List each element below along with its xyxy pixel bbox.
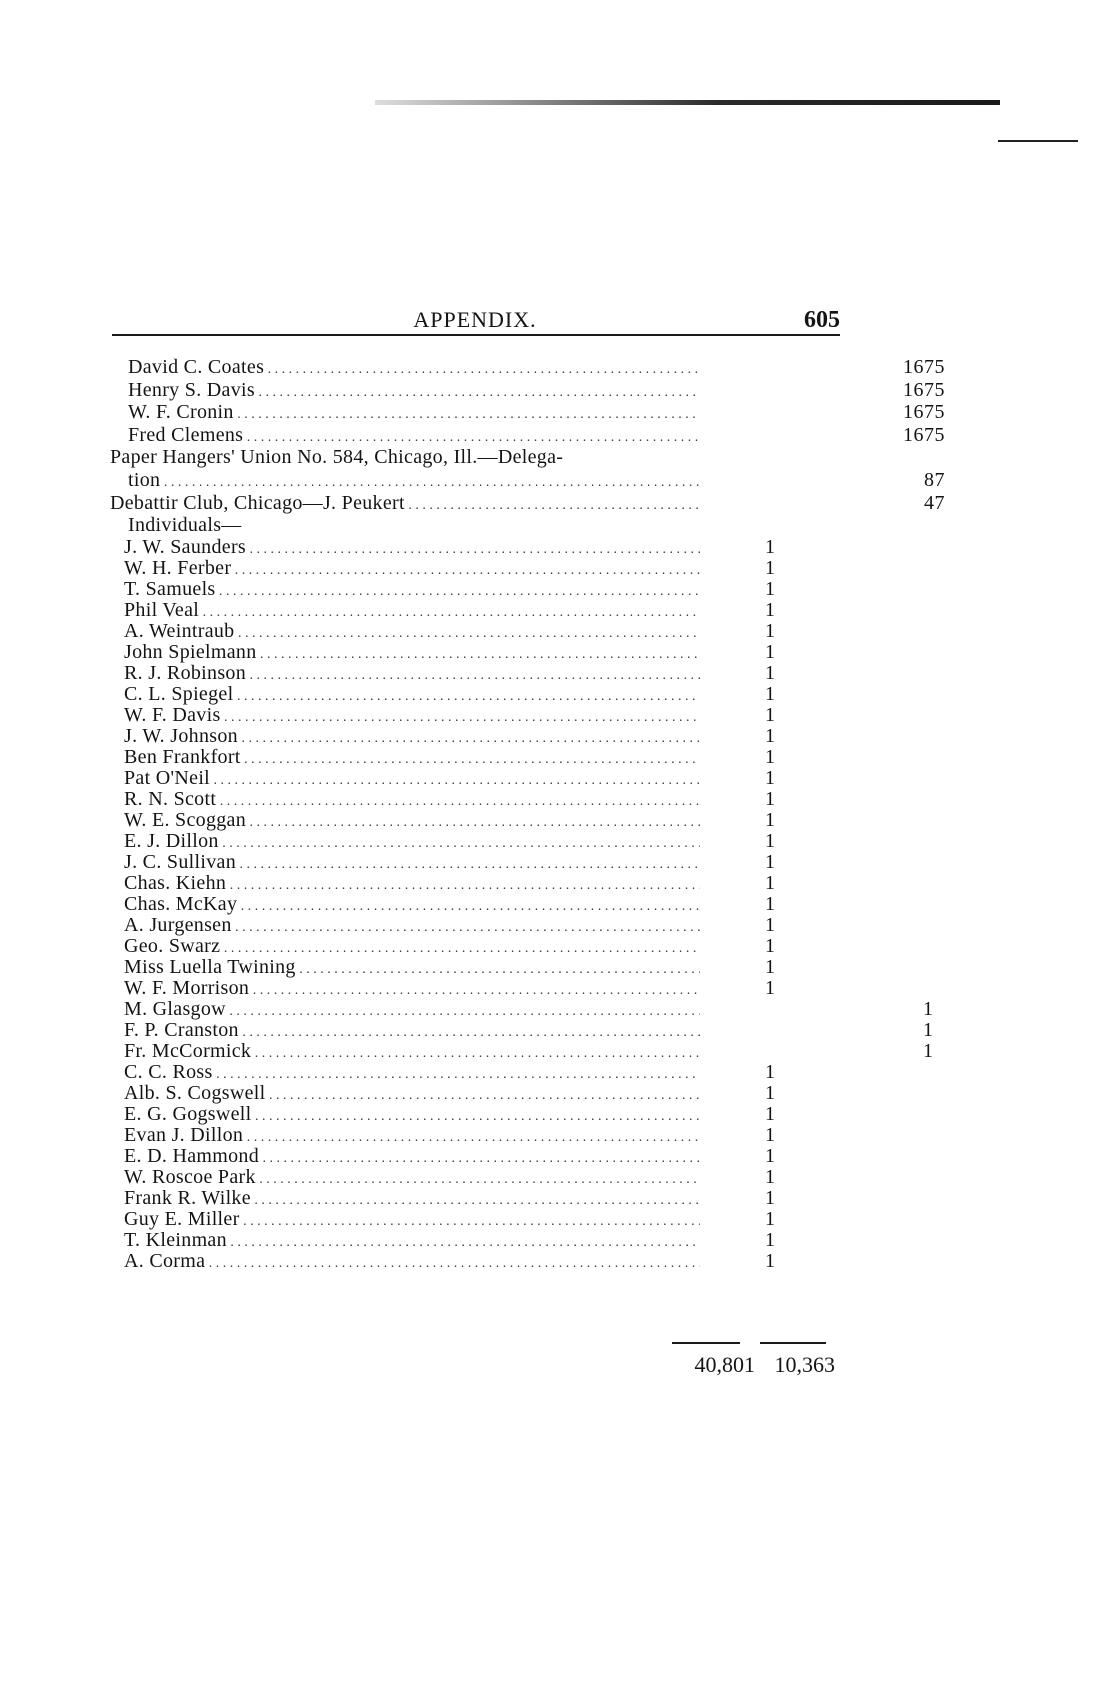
entry-col1-value: 1 [765,787,775,810]
list-item [110,491,945,515]
list-item [110,401,945,424]
entry-label: Alb. S. Cogswell [124,1082,266,1104]
list-item [110,378,945,402]
entry-label: E. G. Gogswell [124,1103,252,1125]
entry-col1-value: 1 [765,1123,775,1146]
list-item [110,537,870,558]
entry-col2-value: 47 [924,491,945,514]
entry-label: J. W. Saunders [124,536,246,558]
list-item [110,747,870,768]
entry-label: Evan J. Dillon [124,1124,244,1146]
entry-label: Guy E. Miller [124,1208,240,1230]
total-rule-col2 [760,1342,826,1344]
entry-col1-value: 1 [765,955,775,978]
entry-col1-value: 1 [765,724,775,747]
list-item [110,684,870,705]
entry-label-wrap [124,726,700,747]
list-item [110,768,870,789]
entry-label: A. Jurgensen [124,914,232,936]
list-item [110,1083,870,1104]
entry-label: Phil Veal [124,599,200,621]
running-head [110,305,840,337]
list-item [110,789,870,810]
entry-label: Pat O'Neil [124,767,211,789]
entry-label-wrap [124,579,700,600]
entry-label-wrap [110,492,700,515]
entry-label: R. J. Robinson [124,662,247,684]
entry-label: A. Weintraub [124,620,235,642]
entry-col1-value: 1 [765,703,775,726]
entry-col1-value: 1 [765,850,775,873]
list-item [110,1039,933,1062]
list-item [110,558,870,579]
entry-label-wrap [124,1209,700,1230]
list-item [110,468,945,492]
list-item [110,446,870,469]
entry-label-wrap [124,1020,700,1041]
list-item [110,810,870,831]
entry-col1-value: 1 [765,1102,775,1125]
entry-label: David C. Coates [128,356,265,378]
entry-label: E. D. Hammond [124,1145,259,1167]
list-item [110,579,870,600]
entry-label: J. W. Johnson [124,725,238,747]
entry-label-wrap [124,1041,700,1062]
entry-label: M. Glasgow [124,998,226,1020]
entry-label-wrap [124,852,700,873]
entry-label-wrap [124,894,700,915]
list-item [110,831,870,852]
entry-col1-value: 1 [765,871,775,894]
page-number: 605 [804,307,840,333]
entry-col1-value: 1 [765,745,775,768]
page-title: APPENDIX. [413,307,537,332]
scan-artifact-rule [375,100,1000,105]
total-col2: 10,363 [774,1352,835,1377]
entry-label-wrap [124,558,700,579]
total-col1: 40,801 [694,1352,755,1377]
entry-col1-value: 1 [765,976,775,999]
list-item [110,936,870,957]
entry-label-wrap [124,1251,700,1272]
list-item [110,726,870,747]
list-item [110,1104,870,1125]
entry-label: Frank R. Wilke [124,1187,251,1209]
entry-label-wrap [124,1062,700,1083]
entry-label: W. E. Scoggan [124,809,247,831]
list-item [110,1209,870,1230]
entry-label: C. C. Ross [124,1061,213,1083]
entry-label-wrap [124,1104,700,1125]
entry-label: F. P. Cranston [124,1019,239,1041]
entry-label: W. F. Cronin [128,401,234,424]
list-item [110,1146,870,1167]
entry-label-wrap [128,469,700,492]
entry-col1-value: 1 [765,661,775,684]
entry-col1-value: 1 [765,577,775,600]
entry-label: R. N. Scott [124,788,217,810]
entry-col1-value: 1 [765,1207,775,1230]
entry-label-wrap [128,424,700,447]
entry-label: Fr. McCormick [124,1040,252,1062]
entry-label: J. C. Sullivan [124,851,236,873]
entry-label: C. L. Spiegel [124,683,234,705]
entry-col1-value: 1 [765,1060,775,1083]
entry-label: Chas. McKay [124,893,238,915]
entry-label: A. Corma [124,1250,206,1272]
entry-label: T. Samuels [124,578,216,600]
entry-label-wrap [124,705,700,726]
entry-col1-value: 1 [765,913,775,936]
entry-label: Paper Hangers' Union No. 584, Chicago, Ill.—Delega- [110,446,564,469]
entry-col1-value: 1 [765,682,775,705]
entry-label-wrap [124,789,700,810]
entry-col1-value: 1 [765,1228,775,1251]
entry-col1-value: 1 [765,619,775,642]
entry-col2-value: 1 [923,1039,933,1062]
entry-label-wrap [110,446,700,469]
list-item [110,852,870,873]
entry-label-wrap [124,957,700,978]
entry-label: W. H. Ferber [124,557,232,579]
list-item [110,600,870,621]
entry-label: Individuals— [128,514,242,537]
entry-col2-value: 1 [923,1018,933,1041]
entry-col2-value: 1675 [903,401,945,424]
entry-col1-value: 1 [765,1165,775,1188]
entry-label: John Spielmann [124,641,257,663]
entry-label-wrap [124,663,700,684]
entry-col2-value: 1675 [903,423,945,446]
entry-col1-value: 1 [765,535,775,558]
list-item [110,957,870,978]
entry-label-wrap [124,1188,700,1209]
entry-label-wrap [124,747,700,768]
list-item [110,1230,870,1251]
entry-col2-value: 87 [924,468,945,491]
list-item [110,873,870,894]
list-item [110,1018,933,1041]
entry-label: E. J. Dillon [124,830,219,852]
entry-label: T. Kleinman [124,1229,227,1251]
entry-label-wrap [124,642,700,663]
list-item [110,356,945,379]
list-item [110,915,870,936]
list-item [110,663,870,684]
list-item [110,894,870,915]
entry-col1-value: 1 [765,1144,775,1167]
entry-label: Ben Frankfort [124,746,241,768]
list-item [110,514,870,537]
entry-label-wrap [124,537,700,558]
entry-label-wrap [124,978,700,999]
entry-label-wrap [128,401,700,424]
list-item [110,621,870,642]
entry-label-wrap [124,1230,700,1251]
list-item [110,1167,870,1188]
entry-label-wrap [124,1125,700,1146]
entry-label-wrap [124,936,700,957]
entry-label-wrap [124,1083,700,1104]
list-item [110,642,870,663]
entry-col1-value: 1 [765,556,775,579]
entry-label: Chas. Kiehn [124,872,227,894]
list-item [110,978,870,999]
entry-label-wrap [124,1146,700,1167]
entry-label: Debattir Club, Chicago—J. Peukert [110,491,405,514]
entry-label: W. Roscoe Park [124,1166,256,1188]
entry-col1-value: 1 [765,1186,775,1209]
entry-col1-value: 1 [765,808,775,831]
entry-label-wrap [124,999,700,1020]
entry-col1-value: 1 [765,766,775,789]
entry-label: W. F. Davis [124,704,221,726]
header-rule [112,334,840,336]
entry-label-wrap [124,684,700,705]
entry-col2-value: 1 [923,997,933,1020]
entry-label-wrap [124,621,700,642]
list-item [110,1188,870,1209]
entry-col1-value: 1 [765,598,775,621]
list-item [110,1125,870,1146]
entry-label-wrap [124,810,700,831]
list-item [110,997,933,1020]
entry-col1-value: 1 [765,1249,775,1272]
ledger-list [110,356,945,1272]
total-rule-col1 [672,1342,740,1344]
entry-label: tion [128,468,161,491]
entry-label-wrap [124,915,700,936]
entry-label-wrap [128,379,700,402]
entry-col1-value: 1 [765,1081,775,1104]
entry-label-wrap [124,600,700,621]
scan-artifact-edge-mark [998,140,1078,142]
list-item [110,705,870,726]
entry-label: Geo. Swarz [124,935,221,957]
entry-label: Miss Luella Twining [124,956,296,978]
entry-col1-value: 1 [765,892,775,915]
entry-label-wrap [124,1167,700,1188]
list-item [110,1062,870,1083]
entry-label-wrap [128,514,700,537]
entry-col1-value: 1 [765,829,775,852]
list-item [110,1251,870,1272]
list-item [110,423,945,447]
entry-col1-value: 1 [765,640,775,663]
entry-label-wrap [128,356,700,379]
entry-col1-value: 1 [765,934,775,957]
entry-label-wrap [124,768,700,789]
entry-col2-value: 1675 [903,378,945,401]
entry-label: Fred Clemens [128,423,244,446]
entry-label: Henry S. Davis [128,378,255,401]
entry-label-wrap [124,831,700,852]
entry-col2-value: 1675 [903,356,945,378]
entry-label: W. F. Morrison [124,977,250,999]
entry-label-wrap [124,873,700,894]
